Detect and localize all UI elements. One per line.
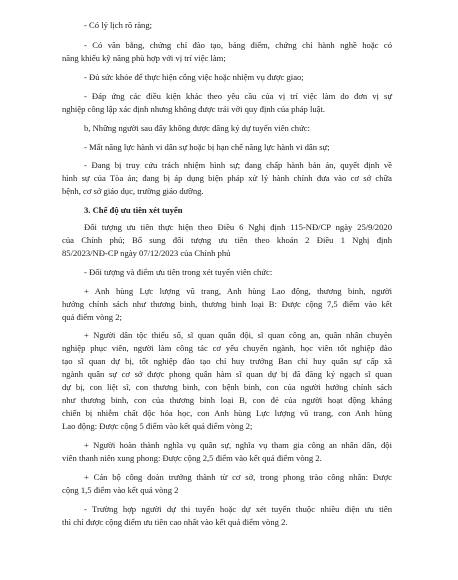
doc-line: - Mất năng lực hành vi dân sự hoặc bị hạn chế năng lực hành vi dân sự; [84, 142, 330, 152]
doc-line: + Người hoàn thành nghĩa vụ quân sự, nghĩa vụ tham gia công an nhân dân, đội [84, 440, 392, 450]
section-heading: 3. Chế độ ưu tiên xét tuyển [84, 205, 183, 215]
doc-line: cộng 1,5 điểm vào kết quả vòng 2 [62, 485, 179, 495]
doc-line: Lao động: Được cộng 5 điểm vào kết quả điểm vòng 2; [62, 421, 253, 431]
doc-line: bệnh, cơ sở giáo dục, trường giáo dưỡng. [62, 186, 204, 196]
doc-line: + Người dân tộc thiểu số, sĩ quan quân đội, sĩ quan công an, quân nhân chuyên [84, 330, 392, 340]
doc-line: chiến bị nhiễm chất độc hóa học, con Anh hùng Lực lượng vũ trang, con Anh hùng [62, 408, 392, 418]
doc-line: - Đối tượng và điểm ưu tiên trong xét tuyển viên chức: [84, 267, 273, 277]
doc-line: năng khiếu kỹ năng phù hợp với vị trí việc làm; [62, 53, 226, 63]
doc-line: - Đáp ứng các điều kiện khác theo yêu cầu của vị trí việc làm do đơn vị sự [84, 91, 392, 101]
doc-line: - Đủ sức khỏe để thực hiện công việc hoặc nhiệm vụ được giao; [84, 72, 304, 82]
doc-line: nghiệp công lập xác định nhưng không được trái với quy định của pháp luật. [62, 104, 326, 114]
doc-line: ngành quân sự cơ sở được phong quân hàm sĩ quan dự bị đã đăng ký ngạch sĩ quan [62, 369, 392, 379]
doc-line: + Anh hùng Lực lượng vũ trang, Anh hùng Lao động, thương binh, người [84, 286, 392, 296]
doc-line: 85/2023/NĐ-CP ngày 07/12/2023 của Chính phủ [62, 248, 231, 258]
doc-line: nghiệp phục viên, người làm công tác cơ yếu chuyển ngành, học viên tốt nghiệp đào [62, 343, 392, 353]
doc-line: của Chính phủ; Bổ sung đối tượng ưu tiên theo khoản 2 Điều 1 Nghị định [62, 235, 392, 245]
doc-line: dự bị, con liệt sĩ, con thương binh, con bệnh binh, con của người hưởng chính sách [62, 382, 392, 392]
doc-line: - Có lý lịch rõ ràng; [84, 20, 153, 30]
doc-line: quả điểm vòng 2; [62, 312, 122, 322]
doc-line: hình sự của Tòa án; đang bị áp dụng biện pháp xử lý hành chính đưa vào cơ sở chữa [62, 173, 392, 183]
doc-line: hưởng chính sách như thương binh, thương binh loại B: Được cộng 7,5 điểm vào kết [62, 299, 392, 309]
doc-line: b, Những người sau đây không được đăng ký dự tuyển viên chức: [84, 123, 310, 133]
doc-line: tạo sĩ quan dự bị, tốt nghiệp đào tạo chỉ huy trưởng Ban chỉ huy quân sự cấp xã [62, 356, 392, 366]
doc-line: - Có văn bằng, chứng chỉ đào tạo, bảng điểm, chứng chỉ hành nghề hoặc có [84, 40, 392, 50]
doc-line: - Trường hợp người dự thi tuyển hoặc dự xét tuyển thuộc nhiều diện ưu tiên [84, 504, 392, 514]
doc-line: Đối tượng ưu tiên thực hiện theo Điều 6 Nghị định 115-NĐ/CP ngày 25/9/2020 [84, 222, 392, 232]
doc-line: + Cán bộ công đoàn trưởng thành từ cơ sở, trong phong trào công nhân: Được [84, 472, 392, 482]
doc-line: viên thanh niên xung phong: Được cộng 2,5 điểm vào kết quả điểm vòng 2. [62, 453, 322, 463]
doc-line: - Đang bị truy cứu trách nhiệm hình sự; đang chấp hành bản án, quyết định về [84, 160, 392, 170]
doc-line: như thương binh, con của thương binh loại B, con đẻ của người hoạt động kháng [62, 395, 392, 405]
doc-line: thì chỉ được cộng điểm ưu tiên cao nhất vào kết quả điểm vòng 2. [62, 517, 288, 527]
